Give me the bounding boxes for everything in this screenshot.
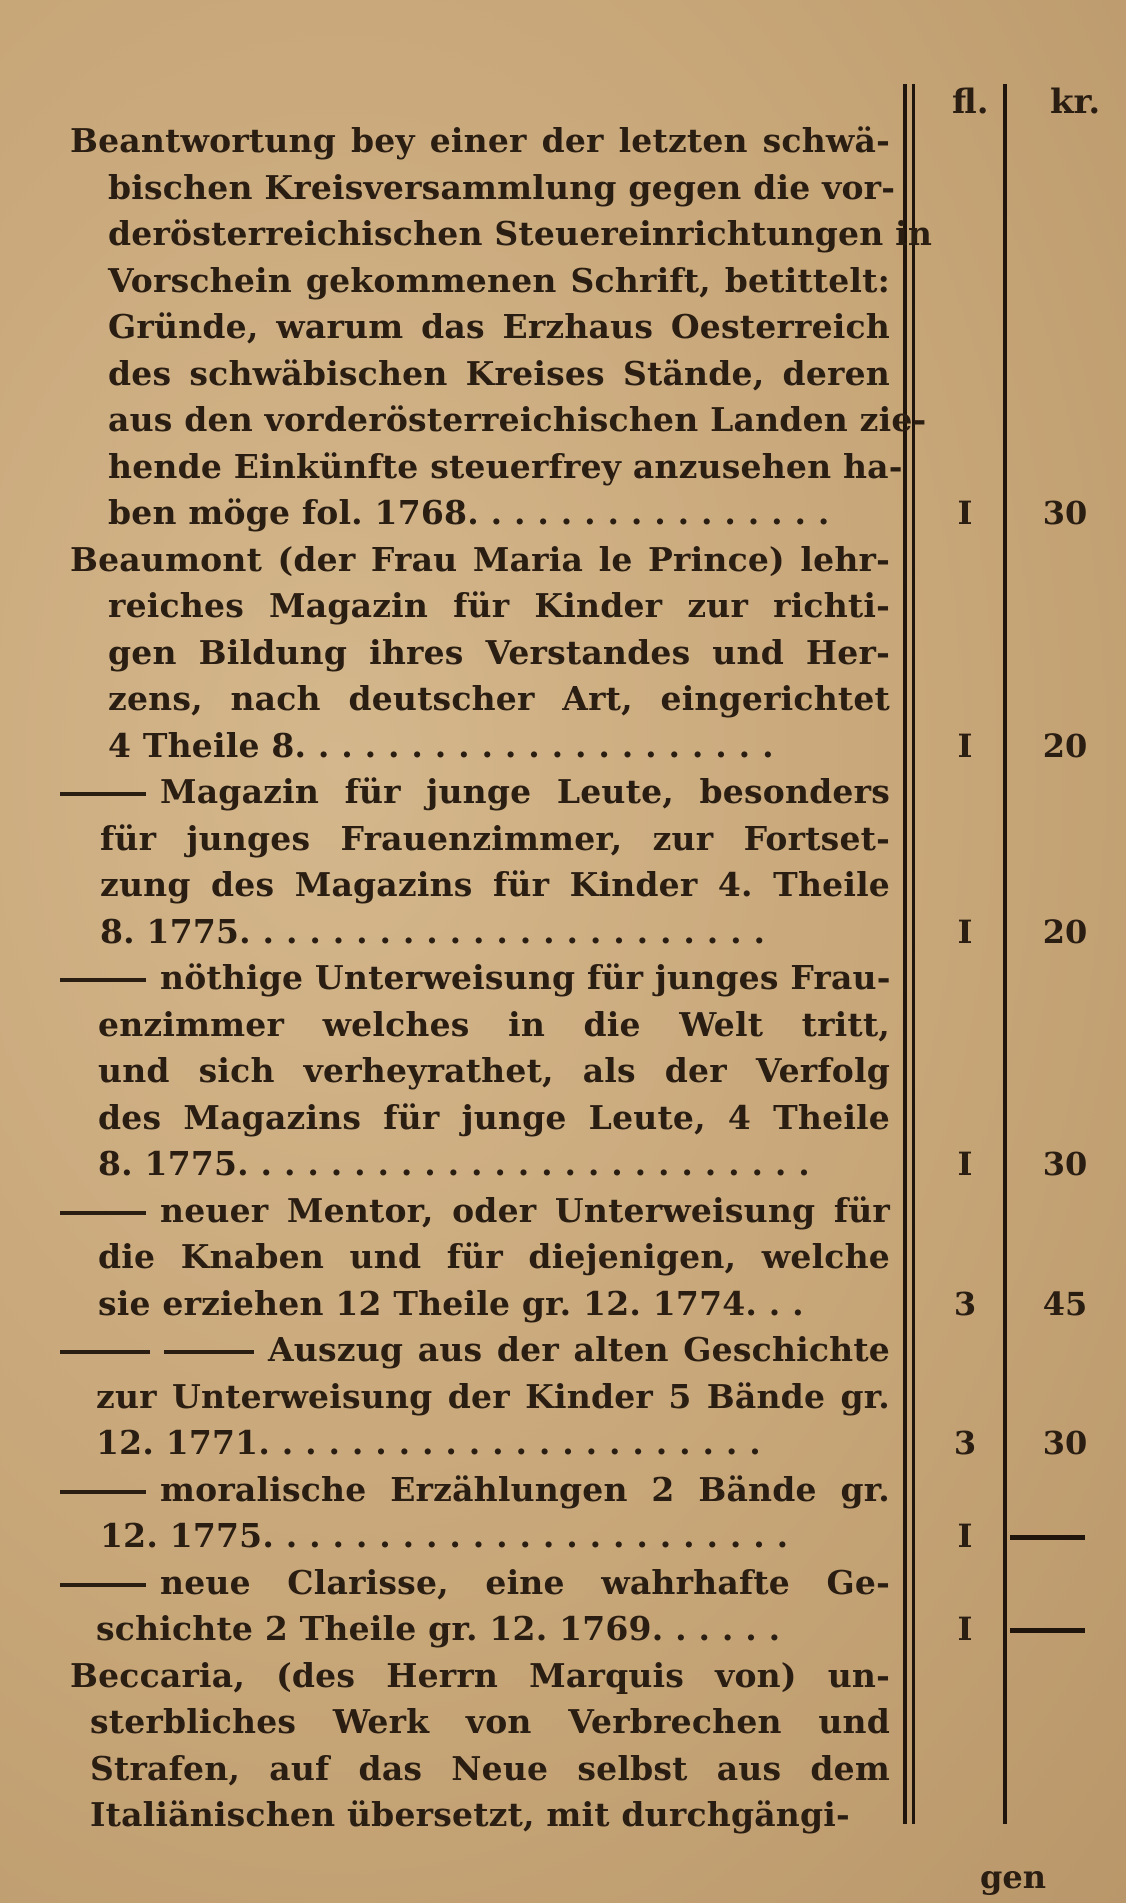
entry-text: und sich verheyrathet, als der Verfolg xyxy=(98,1051,890,1090)
entry-text: moralische Erzählungen 2 Bände gr. xyxy=(160,1469,890,1509)
entry-text: die Knaben und für diejenigen, welche xyxy=(98,1237,890,1276)
entry-text: 8. 1775. . . . . . . . . . . . . . . . . . . . . . . . . xyxy=(98,1144,810,1183)
price-florin: I xyxy=(957,726,973,765)
entry-text: hende Einkünfte steuerfrey anzusehen ha- xyxy=(108,446,903,486)
ditto-dash xyxy=(60,978,146,982)
ditto-dash xyxy=(60,1583,146,1587)
entry-line xyxy=(108,165,896,211)
entry-text: schichte 2 Theile gr. 12. 1769. . . . . . xyxy=(96,1609,781,1648)
entry-line xyxy=(98,1095,890,1141)
entry-text: Italiänischen übersetzt, mit durchgängi- xyxy=(90,1795,850,1834)
price-florin: I xyxy=(957,1145,973,1183)
entry-line xyxy=(60,955,890,1001)
entry-text: Beccaria, (des Herrn Marquis von) un- xyxy=(70,1655,890,1695)
entry-text: derösterreichischen Steuereinrichtungen in xyxy=(108,214,933,253)
entry-text: zur Unterweisung der Kinder 5 Bände gr. xyxy=(96,1376,890,1416)
entry-line xyxy=(108,397,927,443)
entry-line xyxy=(108,444,903,490)
entry-text: sie erziehen 12 Theile gr. 12. 1774. . . xyxy=(98,1283,804,1323)
entry-line xyxy=(96,1374,890,1420)
price-kreuzer: 20 xyxy=(1042,726,1088,765)
entry-line xyxy=(98,1234,890,1280)
entry-line xyxy=(98,1048,890,1094)
entry-text: Magazin für junge Leute, besonders xyxy=(160,772,890,811)
entry-line xyxy=(100,862,890,908)
entry-text: zung des Magazins für Kinder 4. Theile xyxy=(100,865,890,904)
entry-text: Vorschein gekommenen Schrift, betittelt: xyxy=(108,260,890,300)
price-kreuzer: 30 xyxy=(1042,1424,1088,1462)
entry-line xyxy=(98,1281,890,1327)
entry-line xyxy=(70,118,890,164)
entry-line xyxy=(98,1002,890,1048)
entry-text: bischen Kreisversammlung gegen die vor- xyxy=(108,167,896,207)
entry-text: des schwäbischen Kreises Stände, deren xyxy=(108,353,890,393)
entry-line xyxy=(108,723,890,769)
ditto-dash xyxy=(60,792,146,796)
price-florin: 3 xyxy=(953,1284,977,1323)
price-florin: I xyxy=(957,494,973,532)
florin-column-header: fl. xyxy=(952,82,989,122)
ditto-dash xyxy=(60,1490,146,1494)
middle-column-rule xyxy=(1003,84,1007,1824)
entry-line xyxy=(108,583,890,629)
entry-text: Beantwortung bey einer der letzten schwä- xyxy=(70,121,890,160)
price-kreuzer: 20 xyxy=(1042,912,1088,951)
entry-line xyxy=(90,1792,890,1838)
entry-line xyxy=(60,1560,890,1606)
entry-text: nöthige Unterweisung für junges Frau- xyxy=(160,958,891,997)
left-column-rule-inner xyxy=(912,84,915,1824)
entry-text: aus den vorderösterreichischen Landen zie- xyxy=(108,400,927,439)
entry-line xyxy=(60,1467,890,1513)
entry-text: ben möge fol. 1768. . . . . . . . . . . . . . . . xyxy=(108,493,830,532)
entry-text: Auszug aus der alten Geschichte xyxy=(268,1330,890,1369)
entry-text: des Magazins für junge Leute, 4 Theile xyxy=(98,1097,890,1137)
entry-line xyxy=(60,1188,890,1234)
price-kreuzer: 45 xyxy=(1042,1284,1088,1323)
entry-line xyxy=(98,1141,890,1187)
left-column-rule xyxy=(903,84,907,1824)
entry-text: neue Clarisse, eine wahrhafte Ge- xyxy=(160,1562,890,1602)
price-kreuzer: 30 xyxy=(1042,494,1088,532)
entry-line xyxy=(108,258,890,304)
entry-text: Beaumont (der Frau Maria le Prince) lehr- xyxy=(70,539,890,579)
entry-line xyxy=(60,769,890,815)
entry-text: enzimmer welches in die Welt tritt, xyxy=(98,1004,890,1044)
price-florin: 3 xyxy=(953,1424,977,1462)
entry-line xyxy=(100,909,890,955)
entry-line xyxy=(96,1420,890,1466)
entry-line xyxy=(96,1606,890,1652)
price-florin: I xyxy=(957,1517,973,1555)
kreuzer-column-header: kr. xyxy=(1050,82,1101,122)
ditto-dash-second xyxy=(164,1350,254,1354)
entry-text: sterbliches Werk von Verbrechen und xyxy=(90,1702,890,1741)
entry-line xyxy=(108,304,890,350)
entry-line xyxy=(108,676,890,722)
entry-text: 4 Theile 8. . . . . . . . . . . . . . . . . . . . . xyxy=(108,725,774,765)
entry-text: 12. 1771. . . . . . . . . . . . . . . . . . . . . . xyxy=(96,1423,761,1462)
entry-text: zens, nach deutscher Art, eingerichtet xyxy=(108,679,890,718)
catchword: gen xyxy=(980,1858,1046,1896)
entry-text: reiches Magazin für Kinder zur richti- xyxy=(108,586,890,625)
price-kreuzer-dash xyxy=(1010,1535,1085,1540)
entry-line xyxy=(108,351,890,397)
entry-line xyxy=(70,537,890,583)
entry-line xyxy=(60,1327,890,1373)
entry-line xyxy=(108,211,933,257)
entry-line xyxy=(90,1699,890,1745)
price-kreuzer: 30 xyxy=(1042,1145,1088,1183)
ditto-dash xyxy=(60,1350,150,1354)
entry-text: 12. 1775. . . . . . . . . . . . . . . . . . . . . . . xyxy=(100,1516,789,1555)
price-florin: I xyxy=(957,912,973,951)
entry-text: Strafen, auf das Neue selbst aus dem xyxy=(90,1748,890,1788)
entry-line xyxy=(108,490,890,536)
entry-line xyxy=(90,1746,890,1792)
entry-text: neuer Mentor, oder Unterweisung für xyxy=(160,1190,890,1230)
entry-text: Gründe, warum das Erzhaus Oesterreich xyxy=(108,307,890,346)
price-florin: I xyxy=(957,1610,973,1648)
entry-text: 8. 1775. . . . . . . . . . . . . . . . . . . . . . . xyxy=(100,911,766,951)
entry-text: für junges Frauenzimmer, zur Fortset- xyxy=(100,818,890,858)
ditto-dash xyxy=(60,1211,146,1215)
entry-line xyxy=(100,816,890,862)
price-kreuzer-dash xyxy=(1010,1628,1085,1633)
entry-line xyxy=(100,1513,890,1559)
entry-line xyxy=(70,1653,890,1699)
entry-text: gen Bildung ihres Verstandes und Her- xyxy=(108,632,890,672)
entry-line xyxy=(108,630,890,676)
